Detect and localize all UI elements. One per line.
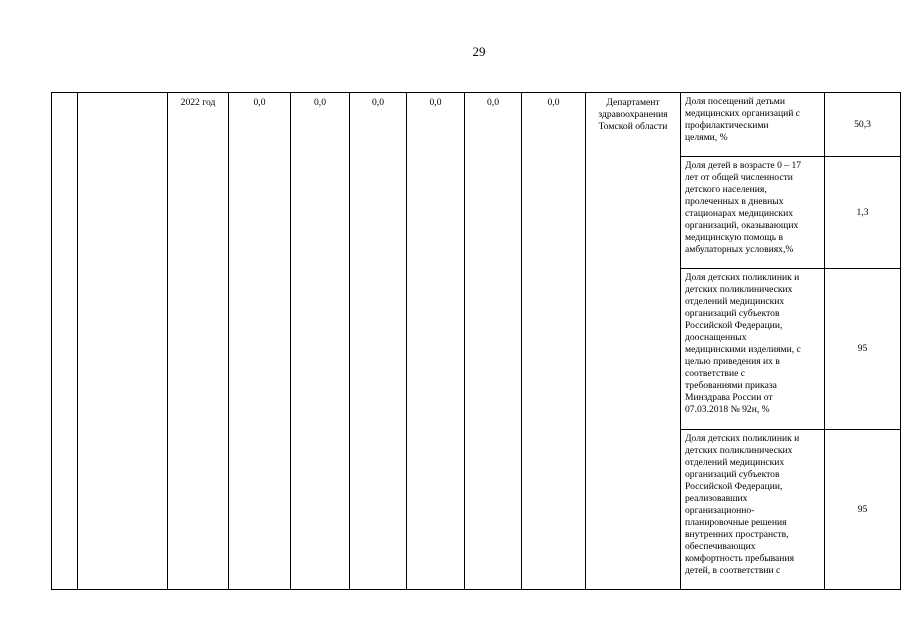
indicator-cell (681, 430, 825, 590)
indicator-cell (681, 269, 825, 430)
department-cell: Департамент здравоохранения Томской области (586, 93, 681, 590)
value-cell: 0,0 (291, 93, 350, 590)
indicator-text: Доля детей в возрасте 0 – 17 лет от общей численности детского населения, пролеченных в дневных стационарах медицинских организаций, оказывающих медицинскую помощь в амбулаторных условиях,% (685, 160, 802, 255)
indicator-cell (681, 157, 825, 269)
program-table (51, 92, 901, 590)
indicator-value: 95 (825, 430, 901, 590)
name-cell (78, 93, 168, 590)
value-cell: 0,0 (229, 93, 291, 590)
indicator-value: 1,3 (825, 157, 901, 269)
table-row (52, 93, 901, 157)
number-cell (52, 93, 78, 590)
value-cell: 0,0 (522, 93, 586, 590)
indicator-text: Доля посещений детьми медицинских организаций с профилактическими целями, % (685, 96, 801, 143)
indicator-value: 50,3 (825, 93, 901, 157)
indicator-cell (681, 93, 825, 157)
indicator-value: 95 (825, 269, 901, 430)
indicator-text: Доля детских поликлиник и детских поликлинических отделений медицинских организаций субъектов Российской Федерации, дооснащенных медицинскими изделиями, с целью приведения их в соответствие с требованиями приказа Минздрава России от 07.03.2018 № 92н, % (685, 272, 801, 415)
year-cell: 2022 год (168, 93, 229, 590)
value-cell: 0,0 (407, 93, 465, 590)
page-number: 29 (472, 44, 486, 59)
value-cell: 0,0 (350, 93, 407, 590)
value-cell: 0,0 (465, 93, 522, 590)
indicator-text: Доля детских поликлиник и детских поликлинических отделений медицинских организаций субъектов Российской Федерации, реализовавших организационно- планировочные решения внутренних пространств, обеспечивающих комфортность пребывания детей, в соответствии с (685, 433, 800, 576)
